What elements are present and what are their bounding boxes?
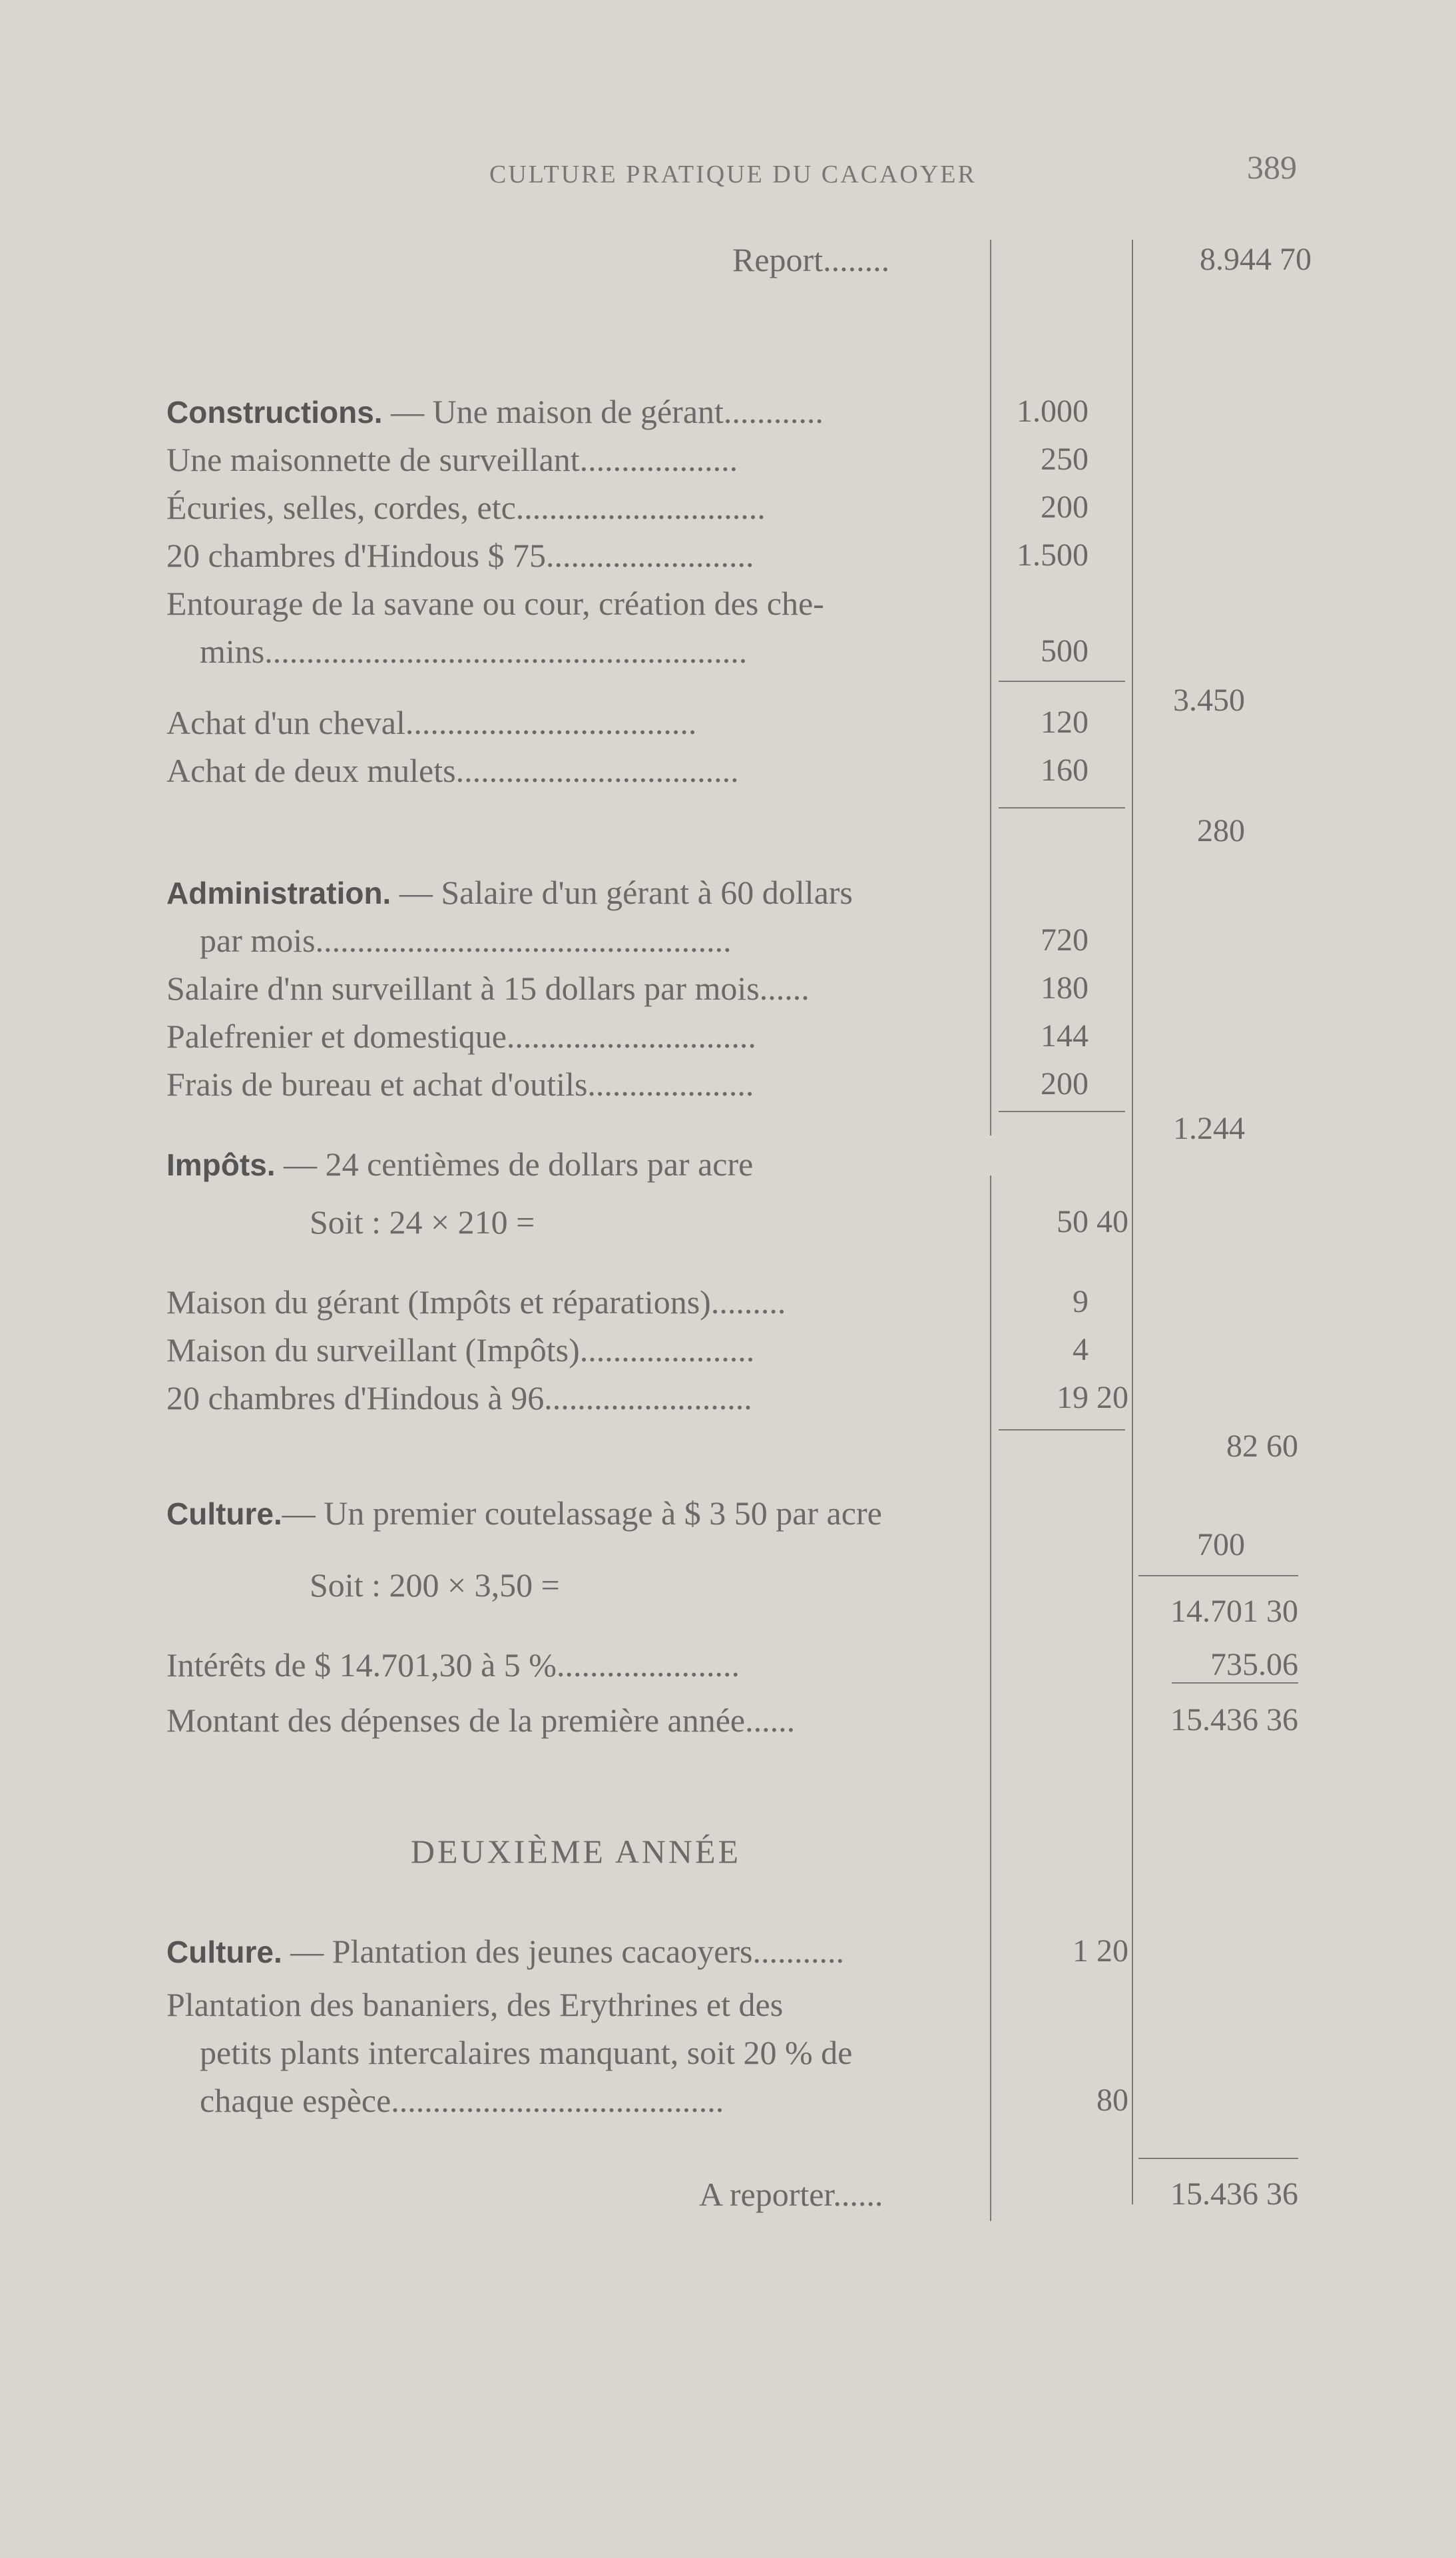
impots-sum-rule: [999, 1429, 1125, 1431]
culture-sum-rule: [1138, 1575, 1298, 1576]
second-year-amount-4: 80: [1096, 2082, 1128, 2118]
column-rule-left-lower: [990, 1175, 991, 2221]
constructions-amount-6: 500: [1041, 633, 1089, 669]
administration-amount-2: 720: [1041, 922, 1089, 958]
administration-sum-rule: [999, 1111, 1125, 1112]
a-reporter-total: 15.436 36: [1170, 2176, 1298, 2212]
montant-amount: 15.436 36: [1170, 1702, 1298, 1738]
constructions-line-2: Une maisonnette de surveillant...................: [166, 441, 738, 478]
administration-line-1: [166, 872, 853, 912]
a-reporter-label: A reporter......: [699, 2176, 883, 2213]
constructions-line-5: Entourage de la savane ou cour, création des che-: [166, 585, 824, 622]
administration-line-1-text: — Salaire d'un gérant à 60 dollars: [391, 874, 853, 911]
purchase-amount-2: 160: [1041, 753, 1089, 788]
second-year-line-1: [166, 1931, 844, 1971]
administration-line-5: Frais de bureau et achat d'outils....................: [166, 1066, 754, 1103]
culture-intro: — Un premier coutelassage à $ 3 50 par acre: [282, 1494, 882, 1532]
interets-amount: 735.06: [1210, 1647, 1298, 1682]
impots-line-1: [166, 1144, 753, 1184]
impots-intro: — 24 centièmes de dollars par acre: [275, 1145, 754, 1183]
column-rule-right: [1132, 240, 1133, 2204]
reporter-rule: [1138, 2158, 1298, 2159]
constructions-line-1-text: — Une maison de gérant............: [382, 393, 824, 430]
impots-amount-4: 19 20: [1057, 1380, 1128, 1415]
report-label: Report........: [732, 241, 890, 278]
second-year-culture-heading: Culture.: [166, 1935, 282, 1969]
second-year-line-4: chaque espèce........................................: [200, 2082, 724, 2119]
second-year-line-1-text: — Plantation des jeunes cacaoyers...........: [282, 1933, 844, 1970]
purchase-amount-1: 120: [1041, 705, 1089, 740]
second-year-amount-1: 1 20: [1073, 1933, 1128, 1969]
report-total: 8.944 70: [1200, 242, 1312, 277]
column-rule-left-upper: [990, 240, 991, 1135]
constructions-line-6: mins..........................................................: [200, 633, 748, 670]
impots-amount-2: 9: [1073, 1284, 1089, 1319]
administration-line-4: Palefrenier et domestique..............................: [166, 1018, 756, 1055]
section-title-second-year: DEUXIÈME ANNÉE: [410, 1833, 742, 1870]
running-title: CULTURE PRATIQUE DU CACAOYER: [489, 160, 977, 188]
impots-calculation: Soit : 24 × 210 =: [310, 1203, 535, 1241]
constructions-amount-4: 1.500: [1017, 537, 1089, 573]
culture-line-1: [166, 1493, 882, 1533]
administration-total: 1.244: [1173, 1111, 1245, 1146]
purchases-total: 280: [1197, 813, 1245, 848]
montant-line: Montant des dépenses de la première année......: [166, 1702, 796, 1739]
culture-subtotal: 14.701 30: [1170, 1594, 1298, 1629]
administration-line-3: Salaire d'nn surveillant à 15 dollars par mois......: [166, 970, 810, 1007]
interets-line: Intérêts de $ 14.701,30 à 5 %......................: [166, 1646, 740, 1684]
administration-heading: Administration.: [166, 876, 391, 910]
impots-line-3: Maison du surveillant (Impôts).....................: [166, 1331, 755, 1369]
interets-rule: [1172, 1682, 1298, 1684]
culture-heading: Culture.: [166, 1496, 282, 1531]
constructions-line-4: 20 chambres d'Hindous $ 75.........................: [166, 537, 754, 574]
impots-total: 82 60: [1226, 1429, 1298, 1464]
administration-amount-4: 144: [1041, 1018, 1089, 1054]
constructions-subtotal: 3.450: [1173, 683, 1245, 718]
constructions-sum-rule: [999, 681, 1125, 682]
constructions-amount-1: 1.000: [1017, 394, 1089, 429]
impots-line-4: 20 chambres d'Hindous à 96.........................: [166, 1379, 752, 1417]
purchases-sum-rule: [999, 807, 1125, 808]
administration-line-2: par mois..................................................: [200, 922, 732, 959]
culture-calculation: Soit : 200 × 3,50 =: [310, 1566, 560, 1604]
constructions-heading: Constructions.: [166, 395, 383, 430]
administration-amount-5: 200: [1041, 1066, 1089, 1102]
impots-line-2: Maison du gérant (Impôts et réparations).........: [166, 1283, 786, 1321]
constructions-amount-2: 250: [1041, 442, 1089, 477]
second-year-line-2: Plantation des bananiers, des Erythrines et des: [166, 1986, 784, 2023]
constructions-line-3: Écuries, selles, cordes, etc..............................: [166, 489, 766, 526]
constructions-amount-3: 200: [1041, 489, 1089, 525]
constructions-line-1: [166, 392, 824, 432]
page-number: 389: [1247, 149, 1297, 186]
impots-calc-amount: 50 40: [1057, 1204, 1128, 1239]
impots-heading: Impôts.: [166, 1147, 276, 1182]
second-year-line-3: petits plants intercalaires manquant, soit 20 % de: [200, 2034, 853, 2071]
culture-amount: 700: [1197, 1527, 1245, 1562]
purchase-line-1: Achat d'un cheval...................................: [166, 704, 697, 741]
administration-amount-3: 180: [1041, 970, 1089, 1006]
purchase-line-2: Achat de deux mulets..................................: [166, 752, 739, 789]
impots-amount-3: 4: [1073, 1332, 1089, 1367]
